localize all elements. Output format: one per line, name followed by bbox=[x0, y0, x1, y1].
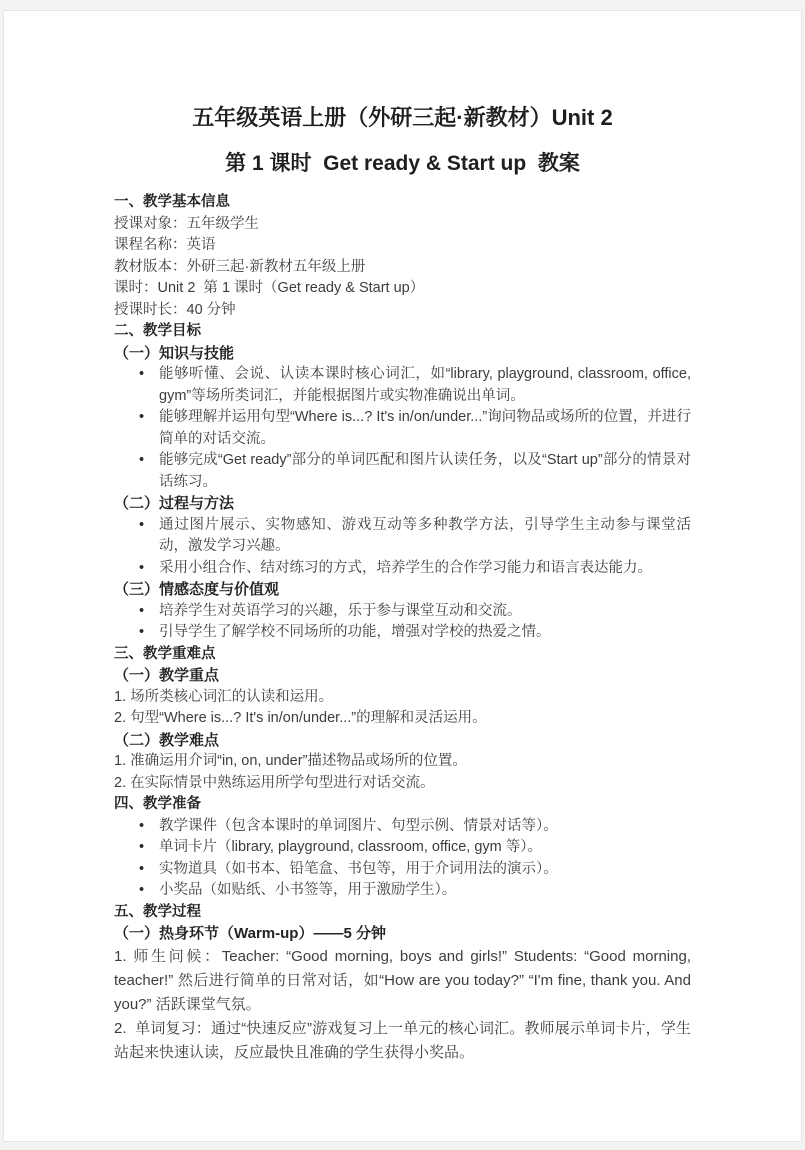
bullet-text: 通过图片展示、实物感知、游戏互动等多种教学方法，引导学生主动参与课堂活动，激发学习兴趣。 bbox=[159, 516, 691, 554]
bullet-item bbox=[114, 515, 691, 558]
numbered-line: 1. 场所类核心词汇的认读和运用。 bbox=[114, 688, 334, 705]
bullet-text: 教学课件（包含本课时的单词图片、句型示例、情景对话等）。 bbox=[159, 817, 558, 834]
bullet-item bbox=[114, 407, 691, 450]
numbered-line: 2. 在实际情景中熟练运用所学句型进行对话交流。 bbox=[114, 774, 435, 791]
numbered-line: 2. 句型“Where is...? It's in/on/under...”的理解和灵活运用。 bbox=[114, 710, 487, 726]
bullet-text: 能够完成“Get ready”部分的单词匹配和图片认读任务，以及“Start up”部分的情景对话练习。 bbox=[159, 452, 691, 490]
bullet-item bbox=[114, 601, 691, 623]
bullet-icon: • bbox=[139, 366, 145, 382]
bullet-item bbox=[114, 880, 691, 902]
bullet-icon: • bbox=[139, 839, 145, 855]
section-heading: 四、教学准备 bbox=[114, 796, 201, 812]
bullet-item bbox=[114, 622, 691, 644]
bullet-icon: • bbox=[139, 624, 145, 640]
sub-heading: （一）教学重点 bbox=[114, 667, 220, 684]
doc-title: 五年级英语上册（外研三起·新教材）Unit 2 bbox=[192, 105, 613, 130]
section-heading: 三、教学重难点 bbox=[114, 645, 216, 662]
document-page bbox=[3, 10, 802, 1142]
bullet-icon: • bbox=[139, 602, 145, 619]
bullet-icon: • bbox=[139, 882, 145, 898]
bullet-text: 培养学生对英语学习的兴趣，乐于参与课堂互动和交流。 bbox=[159, 602, 522, 619]
bullet-item bbox=[114, 558, 691, 580]
bullet-icon: • bbox=[139, 817, 145, 834]
section-heading: 五、教学过程 bbox=[114, 903, 201, 920]
bullet-icon: • bbox=[139, 559, 145, 576]
bullet-text: 小奖品（如贴纸、小书签等，用于激励学生）。 bbox=[159, 882, 457, 898]
doc-subtitle: 第 1 课时 Get ready & Start up 教案 bbox=[225, 152, 580, 175]
bullet-text: 单词卡片（library, playground, classroom, office, gym 等）。 bbox=[159, 839, 543, 855]
bullet-item bbox=[114, 816, 691, 838]
bullet-icon: • bbox=[139, 860, 145, 877]
bullet-text: 引导学生了解学校不同场所的功能，增强对学校的热爱之情。 bbox=[159, 624, 551, 640]
sub-heading: （一）知识与技能 bbox=[114, 344, 235, 362]
sub-heading: （一）热身环节（Warm-up）——5 分钟 bbox=[114, 925, 386, 942]
bullet-text: 采用小组合作、结对练习的方式，培养学生的合作学习能力和语言表达能力。 bbox=[159, 559, 652, 576]
sub-heading: （三）情感态度与价值观 bbox=[114, 581, 280, 598]
bullet-icon: • bbox=[139, 516, 145, 533]
bullet-icon: • bbox=[139, 452, 145, 468]
bullet-item bbox=[114, 364, 696, 407]
sub-heading: （二）教学难点 bbox=[114, 731, 220, 749]
info-line: 课程名称：英语 bbox=[114, 237, 216, 253]
paragraph: 2. 单词复习：通过“快速反应”游戏复习上一单元的核心词汇。教师展示单词卡片，学生站起来快速认读，反应最快且准确的学生获得小奖品。 bbox=[114, 1019, 691, 1061]
paragraph: 1. 师生问候：Teacher: “Good morning, boys and girls!” Students: “Good morning, teacher!” 然后进行简单的日常对话，如“How are you today?” “I'm fine, thank you. And you?” 活跃课堂气氛。 bbox=[114, 947, 696, 1013]
sub-heading: （二）过程与方法 bbox=[114, 495, 235, 512]
bullet-icon: • bbox=[139, 409, 145, 425]
numbered-line: 1. 准确运用介词“in, on, under”描述物品或场所的位置。 bbox=[114, 753, 467, 769]
bullet-item bbox=[114, 450, 691, 493]
bullet-text: 能够理解并运用句型“Where is...? It's in/on/under...”询问物品或场所的位置，并进行简单的对话交流。 bbox=[159, 409, 691, 447]
bullet-item bbox=[114, 837, 691, 859]
bullet-item bbox=[114, 859, 691, 881]
info-line: 授课对象：五年级学生 bbox=[114, 215, 259, 232]
bullet-text: 实物道具（如书本、铅笔盒、书包等，用于介词用法的演示）。 bbox=[159, 860, 558, 877]
info-line: 教材版本：外研三起·新教材五年级上册 bbox=[114, 258, 366, 275]
section-heading: 二、教学目标 bbox=[114, 323, 201, 339]
info-line: 课时：Unit 2 第 1 课时（Get ready & Start up） bbox=[114, 280, 425, 296]
info-line: 授课时长：40 分钟 bbox=[114, 301, 236, 318]
bullet-text: 能够听懂、会说、认读本课时核心词汇，如“library, playground, classroom, office, gym”等场所类词汇，并能根据图片或实物准确说出单词。 bbox=[159, 366, 696, 404]
section-heading: 一、教学基本信息 bbox=[114, 194, 230, 210]
